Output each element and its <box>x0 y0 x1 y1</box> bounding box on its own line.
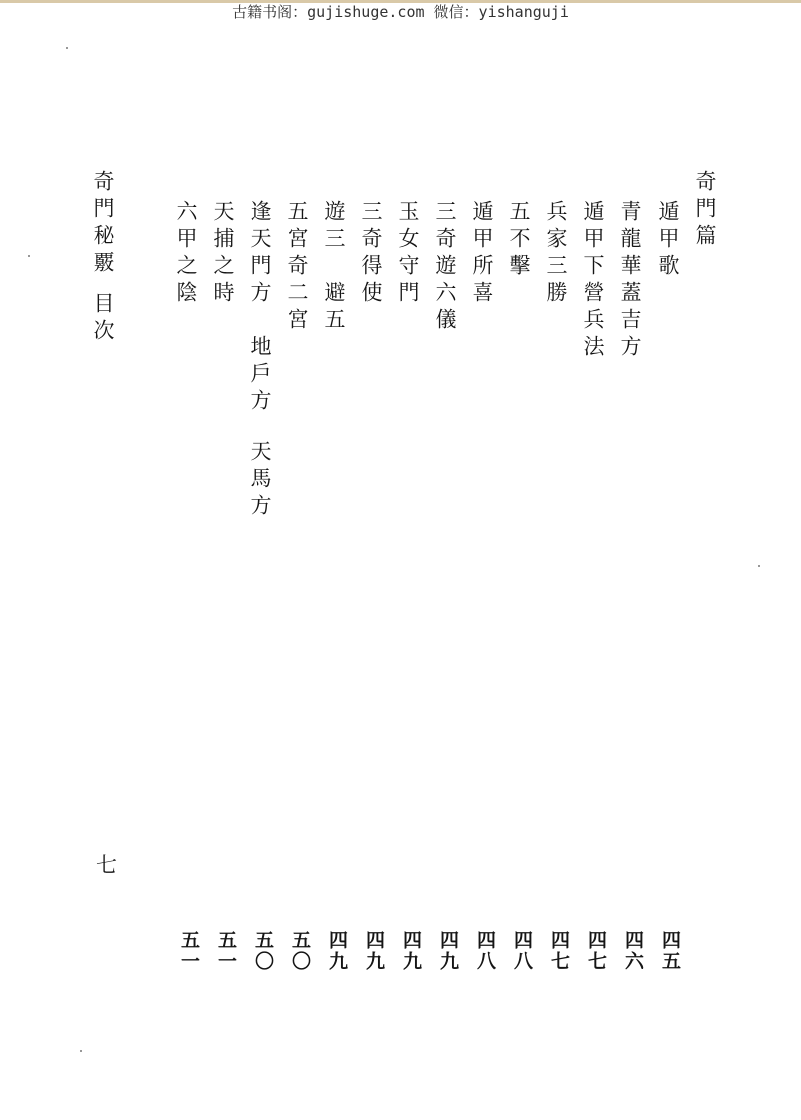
toc-entry-title: 遊三 避五 <box>322 200 346 335</box>
toc-entry-title: 三奇得使 <box>359 200 383 308</box>
toc-entry-title: 青龍華蓋吉方 <box>618 200 642 362</box>
toc-entry-title: 遁甲下營兵法 <box>581 200 605 362</box>
toc-page-number: 四九 <box>326 930 348 972</box>
toc-page-number: 四七 <box>548 930 570 972</box>
section-heading: 奇門篇 <box>693 170 717 251</box>
toc-page-number: 四七 <box>585 930 607 972</box>
scan-speck <box>66 47 68 49</box>
toc-page-number: 四五 <box>659 930 681 972</box>
scan-speck <box>80 1050 82 1052</box>
toc-entry-title: 兵家三勝 <box>544 200 568 308</box>
book-title: 奇門秘覈 <box>91 170 115 278</box>
toc-entry-title: 天捕之時 <box>211 200 235 308</box>
toc-page-number: 四八 <box>474 930 496 972</box>
toc-page-number: 五一 <box>178 930 200 972</box>
folio-number: 七 <box>96 853 117 877</box>
section-label: 目次 <box>91 292 115 346</box>
scan-speck <box>758 565 760 567</box>
toc-entry-title: 五宮奇二宮 <box>285 200 309 335</box>
toc-page-number: 四九 <box>400 930 422 972</box>
toc-page-number: 五一 <box>215 930 237 972</box>
toc-entry-title: 玉女守門 <box>396 200 420 308</box>
toc-subentry: 地戶方 <box>248 335 272 416</box>
toc-page-number: 四九 <box>363 930 385 972</box>
toc-entry-title: 遁甲所喜 <box>470 200 494 308</box>
toc-page-number: 五〇 <box>252 930 274 972</box>
toc-entry-title: 五不擊 <box>507 200 531 281</box>
toc-subentry: 天馬方 <box>248 440 272 521</box>
watermark-text: 古籍书阁：gujishuge.com 微信：yishanguji <box>232 3 569 21</box>
running-header <box>90 170 116 346</box>
toc-page-number: 四六 <box>622 930 644 972</box>
toc-page-number: 五〇 <box>289 930 311 972</box>
toc-entry-title: 三奇遊六儀 <box>433 200 457 335</box>
scan-speck <box>28 255 30 257</box>
toc-page-number: 四八 <box>511 930 533 972</box>
toc-entry-title: 遁甲歌 <box>656 200 680 281</box>
toc-page-number: 四九 <box>437 930 459 972</box>
toc-entry-title: 逢天門方 <box>248 200 272 308</box>
toc-entry-title: 六甲之陰 <box>174 200 198 308</box>
